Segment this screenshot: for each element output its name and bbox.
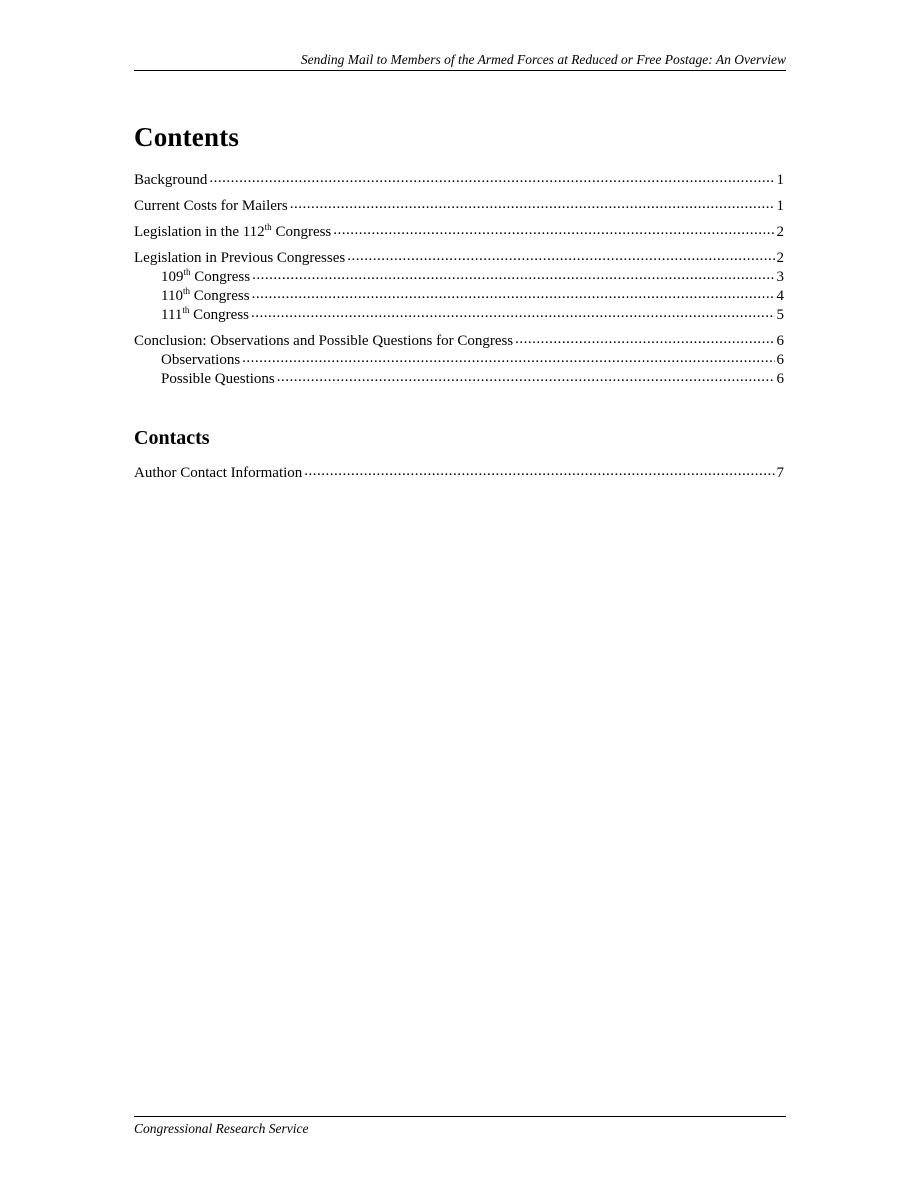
toc-entry-109th-congress[interactable]: [134, 268, 784, 287]
toc-page-number: 1: [776, 172, 784, 188]
dot-leader: [251, 307, 775, 319]
toc-entry-label: Observations: [161, 352, 241, 368]
toc-entry-111th-congress[interactable]: [134, 306, 784, 325]
toc-entry-legislation-112th[interactable]: [134, 223, 784, 242]
dot-leader: [333, 224, 774, 236]
toc-entry-label: Legislation in the 112th Congress: [134, 223, 332, 240]
toc-entry-110th-congress[interactable]: [134, 287, 784, 306]
toc-entry-legislation-previous[interactable]: [134, 249, 784, 268]
toc-page-number: 6: [776, 371, 784, 387]
toc-entry-label: 109th Congress: [161, 268, 251, 285]
dot-leader: [209, 172, 774, 184]
toc-entry-background[interactable]: [134, 171, 784, 190]
toc-page-number: 1: [776, 198, 784, 214]
toc-page-number: 4: [776, 288, 784, 304]
dot-leader: [290, 198, 775, 210]
toc-entry-author-contact[interactable]: [134, 464, 784, 483]
footer-org: Congressional Research Service: [134, 1121, 309, 1136]
toc-entry-possible-questions[interactable]: [134, 370, 784, 389]
toc-entry-label: 111th Congress: [161, 306, 249, 323]
toc-page-number: 5: [776, 307, 784, 323]
toc-page-number: 2: [776, 224, 784, 240]
dot-leader: [277, 371, 775, 383]
page-footer: [134, 1116, 786, 1137]
toc-entry-label: Current Costs for Mailers: [134, 198, 288, 214]
running-title: Sending Mail to Members of the Armed Forces at Reduced or Free Postage: An Overview: [300, 52, 786, 67]
dot-leader: [252, 269, 774, 281]
running-header: [134, 52, 786, 71]
toc-page-content: [134, 122, 784, 483]
toc-entry-label: Author Contact Information: [134, 465, 303, 481]
dot-leader: [347, 250, 774, 262]
toc-page-number: 7: [776, 465, 784, 481]
dot-leader: [242, 352, 774, 364]
contacts-heading: Contacts: [134, 427, 210, 449]
toc-entry-label: 110th Congress: [161, 287, 250, 304]
toc-entry-label: Background: [134, 172, 208, 188]
toc-page-number: 3: [776, 269, 784, 285]
dot-leader: [252, 288, 775, 300]
toc-page-number: 6: [776, 333, 784, 349]
dot-leader: [515, 333, 774, 345]
toc-entry-observations[interactable]: [134, 351, 784, 370]
toc-entry-conclusion[interactable]: [134, 332, 784, 351]
toc-entry-label: Conclusion: Observations and Possible Questions for Congress: [134, 333, 514, 349]
toc-page-number: 6: [776, 352, 784, 368]
toc-entry-label: Legislation in Previous Congresses: [134, 250, 346, 266]
contents-heading: Contents: [134, 122, 240, 152]
toc-entry-label: Possible Questions: [161, 371, 275, 387]
toc-page-number: 2: [776, 250, 784, 266]
toc-entry-current-costs[interactable]: [134, 197, 784, 216]
dot-leader: [304, 465, 774, 477]
